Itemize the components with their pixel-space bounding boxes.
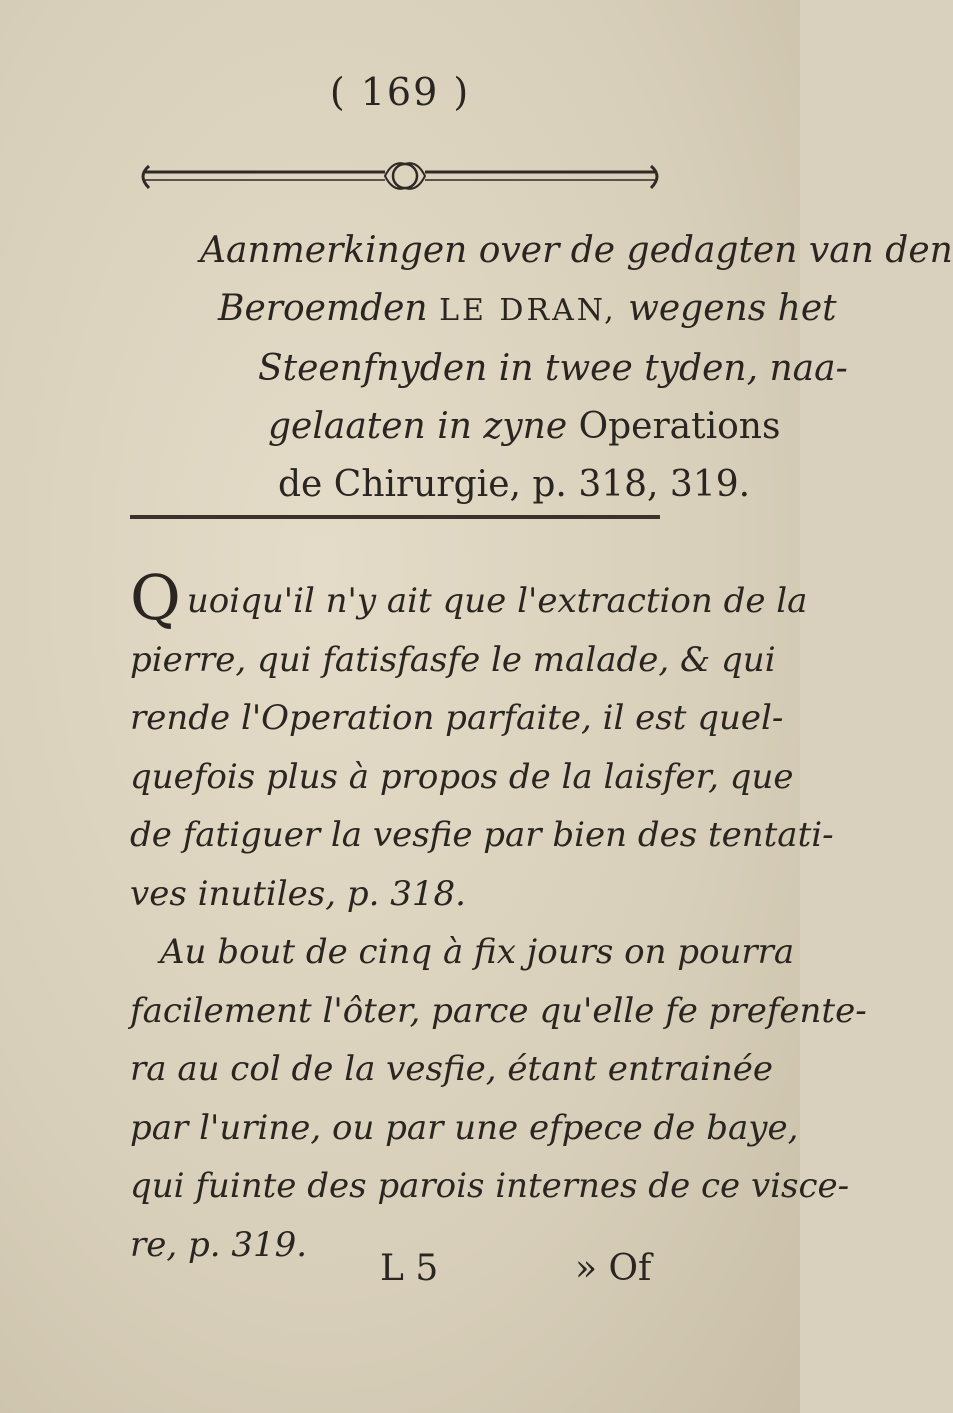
- catchword: » Of: [575, 1248, 652, 1289]
- divider-rule: [130, 515, 660, 519]
- heading-line: Beroemden LE DRAN, wegens het: [218, 288, 837, 329]
- text-line: uoiqu'il n'y ait que l'extraction de la: [186, 581, 808, 621]
- heading-line: Aanmerkingen over de gedagten van den: [200, 230, 953, 271]
- ornamental-border-icon: [135, 150, 665, 210]
- signature-mark: L 5: [380, 1248, 439, 1289]
- author-name: LE DRAN,: [439, 293, 617, 328]
- text-line: par l'urine, ou par une efpece de baye,: [130, 1107, 799, 1148]
- heading-line: de Chirurgie, p. 318, 319.: [278, 464, 751, 505]
- section-heading: [200, 222, 953, 514]
- text-line: ra au col de la vesfie, étant entrainée: [130, 1049, 773, 1089]
- paragraph: [130, 923, 867, 1274]
- text-line: rende l'Operation parfaite, il est quel-: [130, 698, 784, 738]
- drop-cap: Q: [130, 561, 181, 634]
- text-line: Au bout de cinq à fix jours on pourra: [160, 932, 795, 972]
- text-line: ves inutiles, p. 318.: [130, 873, 466, 914]
- text-line: re, p. 319.: [130, 1224, 308, 1265]
- text-line: quefois plus à propos de la laisfer, que: [130, 756, 794, 797]
- heading-line: gelaaten in zyne Operations: [268, 406, 781, 447]
- text-line: facilement l'ôter, parce qu'elle fe prefente-: [130, 990, 867, 1031]
- page-number: ( 169 ): [329, 70, 471, 114]
- body-text: [130, 561, 867, 1274]
- heading-line: Steenfnyden in twee tyden, naa-: [258, 348, 848, 389]
- text-line: qui fuinte des parois internes de ce visce-: [130, 1166, 850, 1206]
- text-line: pierre, qui fatisfasfe le malade, & qui: [130, 639, 776, 680]
- text-line: de fatiguer la vesfie par bien des tentati-: [130, 815, 834, 855]
- paragraph: [130, 561, 834, 923]
